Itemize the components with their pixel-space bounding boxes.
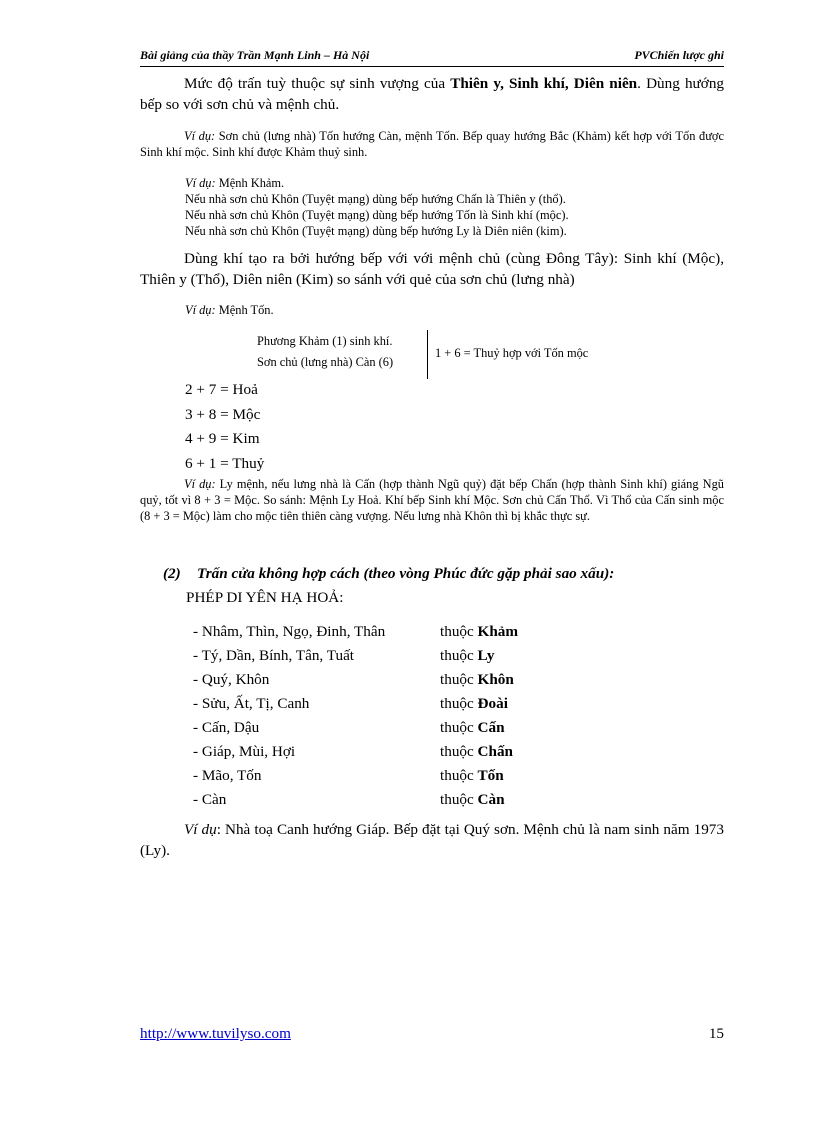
mapping-table: [193, 620, 518, 812]
example-2-text: Mệnh Khảm.: [215, 176, 285, 190]
paragraph-1-bold: Thiên y, Sinh khí, Diên niên: [450, 75, 638, 92]
section-2-heading: [163, 565, 614, 583]
table-row: [193, 668, 518, 692]
paragraph-1: [140, 74, 724, 115]
table-cell-pre: thuộc: [440, 695, 478, 712]
example-3-label: Ví dụ:: [185, 303, 216, 317]
example-1: [140, 128, 724, 160]
table-cell-pre: thuộc: [440, 623, 478, 640]
table-row: [193, 620, 518, 644]
table-cell-bold: Tốn: [477, 767, 504, 784]
table-cell-bold: Càn: [477, 791, 505, 808]
paragraph-1-pre: Mức độ trấn tuỳ thuộc sự sinh vượng của: [184, 75, 451, 92]
header-right-title: PVChiến lược ghi: [634, 48, 724, 62]
table-row: [193, 644, 518, 668]
table-cell-pre: thuộc: [440, 767, 478, 784]
footer-website-link[interactable]: http://www.tuvilyso.com: [140, 1025, 291, 1042]
table-cell-left: - Sửu, Ất, Tị, Canh: [193, 695, 310, 712]
table-row: [193, 764, 518, 788]
example-3-divider: [427, 330, 428, 379]
example-3-result: 1 + 6 = Thuỷ hợp với Tốn mộc: [435, 346, 589, 360]
table-row: [193, 740, 518, 764]
table-cell-bold: Khôn: [477, 671, 514, 688]
example-1-label: Ví dụ:: [184, 129, 216, 143]
example-3: [185, 302, 274, 318]
example-5-label: Ví dụ: [184, 821, 217, 838]
section-2-title: Trấn cửa không hợp cách (theo vòng Phúc đức gặp phải sao xấu):: [197, 565, 615, 582]
example-4-text: Ly mệnh, nếu lưng nhà là Cấn (hợp thành Ngũ quỷ) đặt bếp Chấn (hợp thành Sinh khí) giáng Ngũ quỷ, tốt vì 8 + 3 = Mộc. So sánh: Mệnh Ly Hoả. Khí bếp Sinh khí Mộc. Sơn chủ Cấn Thổ. Vì Thổ của Cấn sinh mộc (8 + 3 = Mộc) làm cho mộc tiên thiên càng vượng. Nếu lưng nhà Khôn thì bị khắc thực sự.: [140, 477, 724, 523]
example-2-line: Nếu nhà sơn chủ Khôn (Tuyệt mạng) dùng bếp hướng Tốn là Sinh khí (mộc).: [185, 208, 569, 222]
example-5: [140, 820, 724, 861]
header-left-title: Bài giảng của thầy Trần Mạnh Linh – Hà Nội: [140, 48, 370, 62]
paragraph-2: Dùng khí tạo ra bởi hướng bếp với với mệnh chủ (cùng Đông Tây): Sinh khí (Mộc), Thiên y (Thổ), Diên niên (Kim) so sánh với quẻ của sơn chủ (lưng nhà): [140, 250, 724, 288]
table-cell-bold: Cấn: [477, 719, 505, 736]
table-cell-bold: Chấn: [477, 743, 514, 760]
table-cell-bold: Khảm: [477, 623, 519, 640]
table-cell-left: - Nhâm, Thìn, Ngọ, Đinh, Thân: [193, 623, 386, 640]
table-cell-pre: thuộc: [440, 671, 478, 688]
calc-item: 6 + 1 = Thuỷ: [185, 454, 265, 472]
section-2-subtitle: PHÉP DI YÊN HẠ HOẢ:: [186, 589, 344, 606]
table-cell-bold: Ly: [477, 647, 495, 664]
header-divider: [140, 66, 724, 67]
table-row: [193, 788, 518, 812]
example-4: [140, 476, 724, 524]
table-cell-left: - Giáp, Mùi, Hợi: [193, 743, 296, 760]
table-row: [193, 692, 518, 716]
calc-list: [185, 378, 264, 476]
page-number: 15: [708, 1025, 724, 1042]
example-4-label: Ví dụ:: [184, 477, 216, 491]
calc-item: 3 + 8 = Mộc: [185, 405, 261, 423]
table-cell-bold: Đoài: [477, 695, 508, 712]
table-cell-left: - Cấn, Dậu: [193, 719, 260, 736]
table-cell-left: - Quý, Khôn: [193, 671, 270, 688]
table-cell-left: - Mão, Tốn: [193, 767, 262, 784]
table-cell-pre: thuộc: [440, 743, 478, 760]
example-3-text: Mệnh Tốn.: [215, 303, 274, 317]
table-cell-pre: thuộc: [440, 719, 478, 736]
example-1-text: Sơn chủ (lưng nhà) Tốn hướng Càn, mệnh Tốn. Bếp quay hướng Bắc (Khảm) kết hợp với Tốn được Sinh khí mộc. Sinh khí được Khảm thuỷ sinh.: [140, 129, 724, 159]
table-cell-left: - Càn: [193, 791, 227, 808]
example-3-box: [257, 331, 393, 373]
example-3-box-line: Sơn chủ (lưng nhà) Càn (6): [257, 355, 394, 369]
example-2: [185, 175, 569, 239]
example-5-text: : Nhà toạ Canh hướng Giáp. Bếp đặt tại Quý sơn. Mệnh chủ là nam sinh năm 1973 (Ly).: [140, 821, 724, 859]
example-3-box-line: Phương Khảm (1) sinh khí.: [257, 334, 393, 348]
table-cell-pre: thuộc: [440, 647, 478, 664]
calc-item: 2 + 7 = Hoả: [185, 381, 258, 398]
calc-item: 4 + 9 = Kim: [185, 430, 260, 447]
paragraph-1-post: . Dùng hướng bếp so với sơn chủ và mệnh chủ.: [140, 75, 725, 113]
table-cell-pre: thuộc: [440, 791, 478, 808]
example-2-line: Nếu nhà sơn chủ Khôn (Tuyệt mạng) dùng bếp hướng Chấn là Thiên y (thổ).: [185, 192, 566, 206]
table-cell-left: - Tý, Dần, Bính, Tân, Tuất: [193, 647, 355, 664]
example-2-label: Ví dụ:: [185, 176, 216, 190]
table-row: [193, 716, 518, 740]
section-2-number: (2): [163, 565, 181, 582]
example-2-line: Nếu nhà sơn chủ Khôn (Tuyệt mạng) dùng bếp hướng Ly là Diên niên (kim).: [185, 224, 567, 238]
